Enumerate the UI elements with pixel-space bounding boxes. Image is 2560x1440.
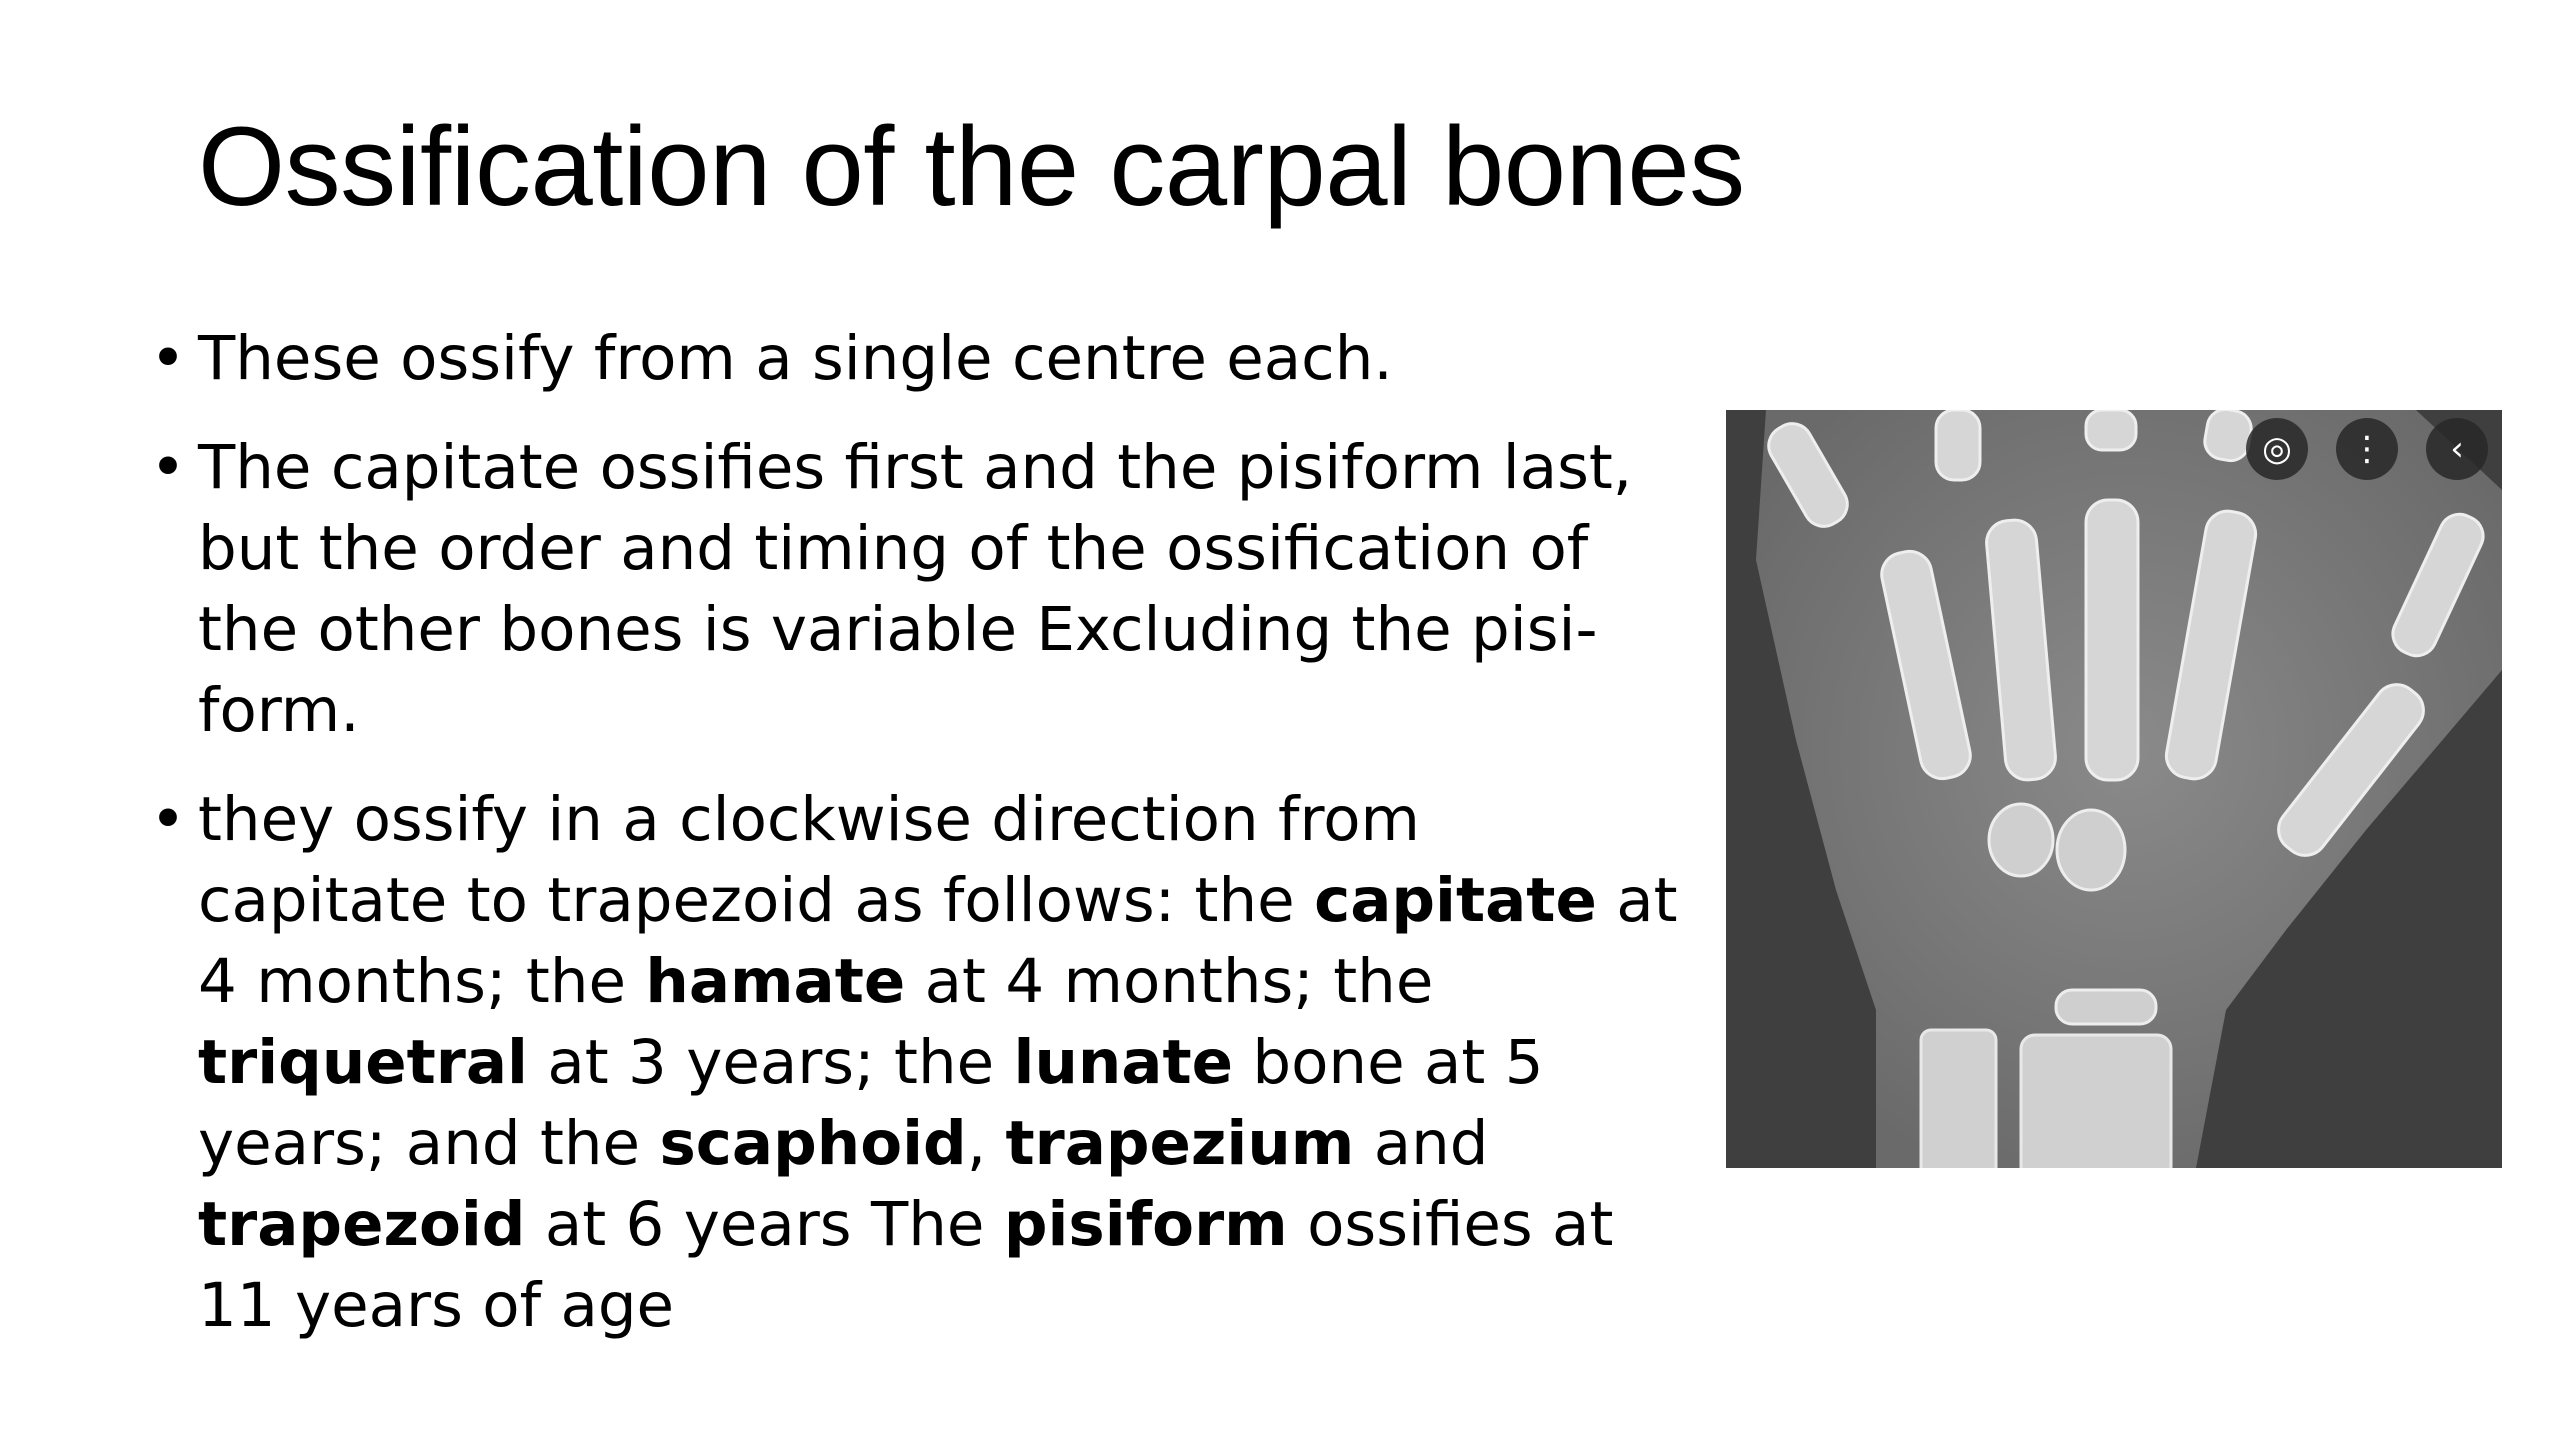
bullet-text: bone at 5 years; and the bbox=[198, 1027, 1544, 1179]
bold-term: trapezoid bbox=[198, 1189, 526, 1260]
bold-term: capitate bbox=[1314, 865, 1597, 936]
bold-term: trapezium bbox=[1005, 1108, 1355, 1179]
bullet-text: and bbox=[1354, 1108, 1489, 1179]
bullet-item bbox=[198, 779, 1688, 1346]
bold-term: pisiform bbox=[1003, 1189, 1288, 1260]
hand-xray-image bbox=[1726, 410, 2502, 1168]
bullet-text: The capitate ossifies first and the pisiform last, but the order and timing of the ossification of the other bones is variable Excluding the pisi- form. bbox=[198, 432, 1633, 746]
bullet-text: at 6 years The bbox=[525, 1189, 1004, 1260]
bullet-list bbox=[198, 318, 1688, 1374]
bullet-text: at 3 years; the bbox=[527, 1027, 1014, 1098]
slide-title: Ossification of the carpal bones bbox=[198, 104, 1745, 229]
bullet-text: ossifies at 11 years of age bbox=[198, 1189, 1614, 1341]
lens-search-icon[interactable]: ◎ bbox=[2246, 418, 2308, 480]
bold-term: scaphoid bbox=[659, 1108, 967, 1179]
bullet-text: at 4 months; the bbox=[905, 946, 1434, 1017]
bullet-text: These ossify from a single centre each. bbox=[198, 323, 1393, 394]
bold-term: triquetral bbox=[198, 1027, 528, 1098]
bullet-text: , bbox=[966, 1108, 1006, 1179]
more-options-icon[interactable]: ⋮ bbox=[2336, 418, 2398, 480]
hand-xray-drawing bbox=[1726, 410, 2502, 1168]
bold-term: lunate bbox=[1013, 1027, 1233, 1098]
bullet-item bbox=[198, 427, 1688, 751]
bullet-item bbox=[198, 318, 1688, 399]
bullet-text: they ossify in a clockwise direction from capitate to trapezoid as follows: the bbox=[198, 784, 1420, 936]
bold-term: hamate bbox=[645, 946, 906, 1017]
bullet-text: at 4 months; the bbox=[198, 865, 1678, 1017]
collapse-icon[interactable]: ‹ bbox=[2426, 418, 2488, 480]
